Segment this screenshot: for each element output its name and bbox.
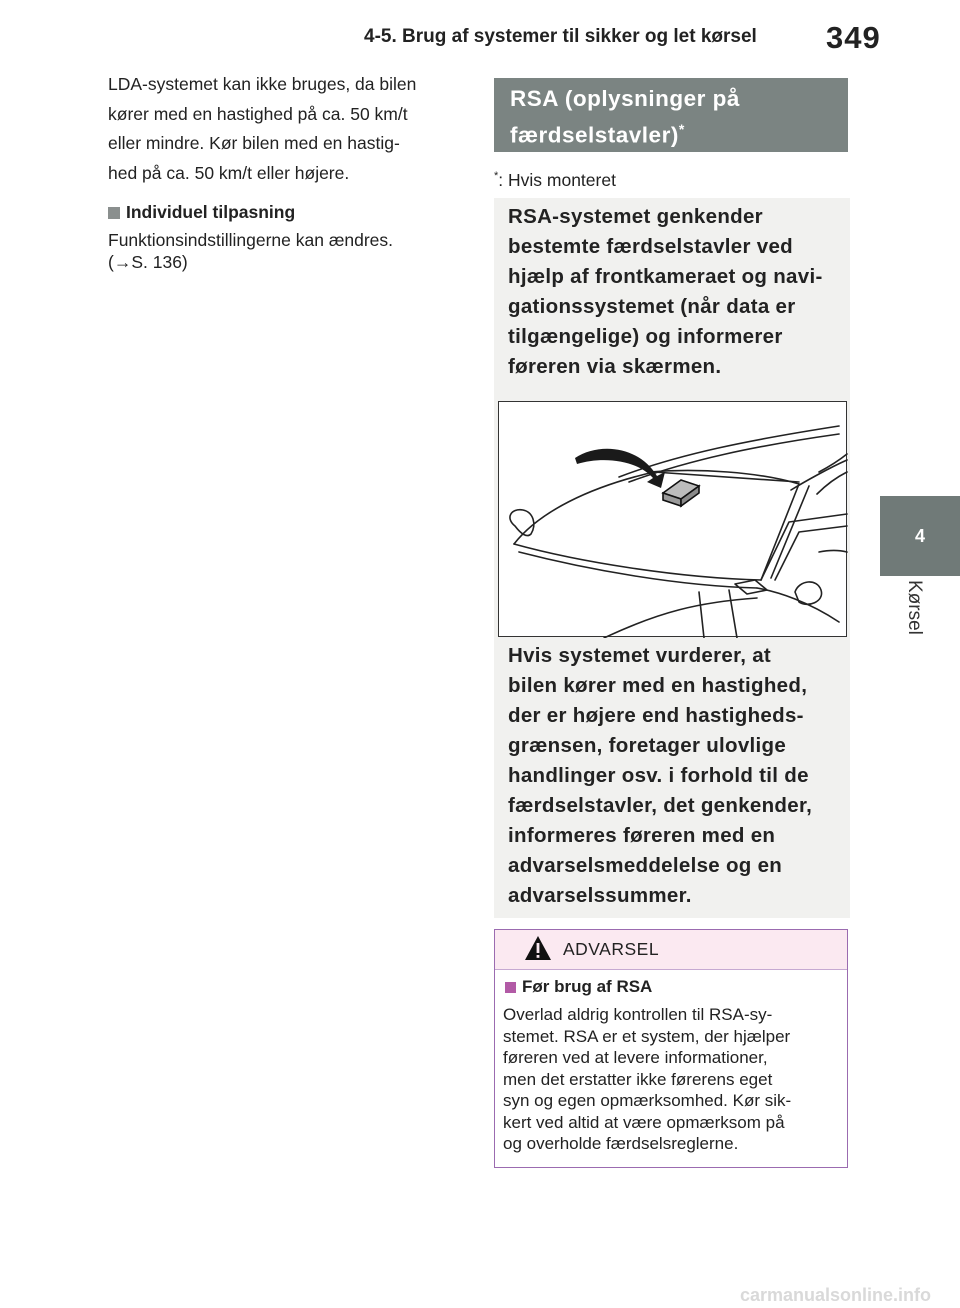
- svg-text:carmanualsonline.info: carmanualsonline.info: [740, 1285, 932, 1305]
- individual-customization-heading: [108, 202, 468, 223]
- square-bullet-icon: [108, 207, 120, 219]
- customization-text: [108, 229, 468, 273]
- chapter-label: Kørsel: [904, 580, 925, 635]
- chapter-label-box: [895, 580, 925, 660]
- warning-header: [495, 930, 847, 970]
- warning-triangle-icon: [523, 934, 553, 962]
- intro-line: RSA-systemet genkender: [508, 205, 763, 228]
- detail-line: der er højere end hastigheds-: [508, 704, 804, 727]
- intro-line: føreren via skærmen.: [508, 355, 722, 378]
- chapter-tab[interactable]: [880, 496, 960, 576]
- intro-line: gationssystemet (når data er: [508, 295, 796, 318]
- warning-box: [494, 929, 848, 1168]
- chapter-section-title: 4-5. Brug af systemer til sikker og let kørsel: [364, 26, 757, 47]
- warning-title: ADVARSEL: [563, 939, 660, 959]
- warning-line: og overholde færdselsreglerne.: [503, 1134, 739, 1153]
- detail-line: informeres føreren med en: [508, 824, 776, 847]
- lda-line: eller mindre. Kør bilen med en hastig-: [108, 133, 400, 153]
- page-number: 349: [826, 20, 881, 55]
- section-title-text: færdselstavler): [510, 122, 679, 148]
- detail-line: grænsen, foretager ulovlige: [508, 734, 787, 757]
- warning-line: føreren ved at levere informationer,: [503, 1048, 768, 1067]
- detail-line: færdselstavler, det genkender,: [508, 794, 813, 817]
- rsa-intro-text: [508, 202, 844, 382]
- footnote-mark: *: [494, 170, 499, 183]
- warning-body: [503, 1004, 843, 1155]
- intro-line: hjælp af frontkameraet og navi-: [508, 265, 823, 288]
- rsa-info-box: [494, 198, 850, 918]
- warning-line: stemet. RSA er et system, der hjælper: [503, 1026, 791, 1046]
- rsa-detail-text: [508, 641, 844, 911]
- lda-line: LDA-systemet kan ikke bruges, da bilen: [108, 74, 417, 94]
- lda-line: hed på ca. 50 km/t eller højere.: [108, 162, 350, 183]
- warning-line: Overlad aldrig kontrollen til RSA-sy-: [503, 1005, 773, 1024]
- lda-line: kører med en hastighed på ca. 50 km/t: [108, 103, 408, 124]
- warning-line: syn og egen opmærksomhed. Kør sik-: [503, 1091, 792, 1110]
- asterisk-mark: *: [678, 121, 685, 137]
- car-interior-drawing: [499, 402, 848, 638]
- footnote: [494, 170, 616, 191]
- detail-line: advarselsmeddelelse og en: [508, 854, 783, 877]
- page-reference-link[interactable]: (→S. 136): [108, 252, 188, 272]
- windshield-camera-illustration: [498, 401, 847, 637]
- detail-line: Hvis systemet vurderer, at: [508, 644, 772, 667]
- chapter-number: 4: [914, 525, 925, 546]
- warning-subheading: [505, 977, 652, 997]
- site-watermark-logo: [738, 1284, 958, 1306]
- lda-paragraph: [108, 70, 468, 188]
- square-bullet-icon: [505, 982, 516, 993]
- intro-line: bestemte færdselstavler ved: [508, 235, 793, 258]
- left-column: [108, 70, 468, 273]
- section-title-line: RSA (oplysninger på: [510, 86, 740, 111]
- warning-line: men det erstatter ikke førerens eget: [503, 1069, 773, 1089]
- section-title-line: [510, 114, 832, 151]
- detail-line: bilen kører med en hastighed,: [508, 674, 808, 697]
- warning-subheading-text: Før brug af RSA: [522, 977, 653, 996]
- detail-line: handlinger osv. i forhold til de: [508, 764, 809, 787]
- footnote-text: : Hvis monteret: [498, 170, 616, 190]
- intro-line: tilgængelige) og informerer: [508, 325, 783, 348]
- subheading-text: Individuel tilpasning: [126, 202, 296, 222]
- rsa-section-heading: [494, 78, 848, 152]
- customization-line: Funktionsindstillingerne kan ændres.: [108, 230, 394, 250]
- detail-line: advarselssummer.: [508, 884, 692, 907]
- warning-line: kert ved altid at være opmærksom på: [503, 1112, 785, 1132]
